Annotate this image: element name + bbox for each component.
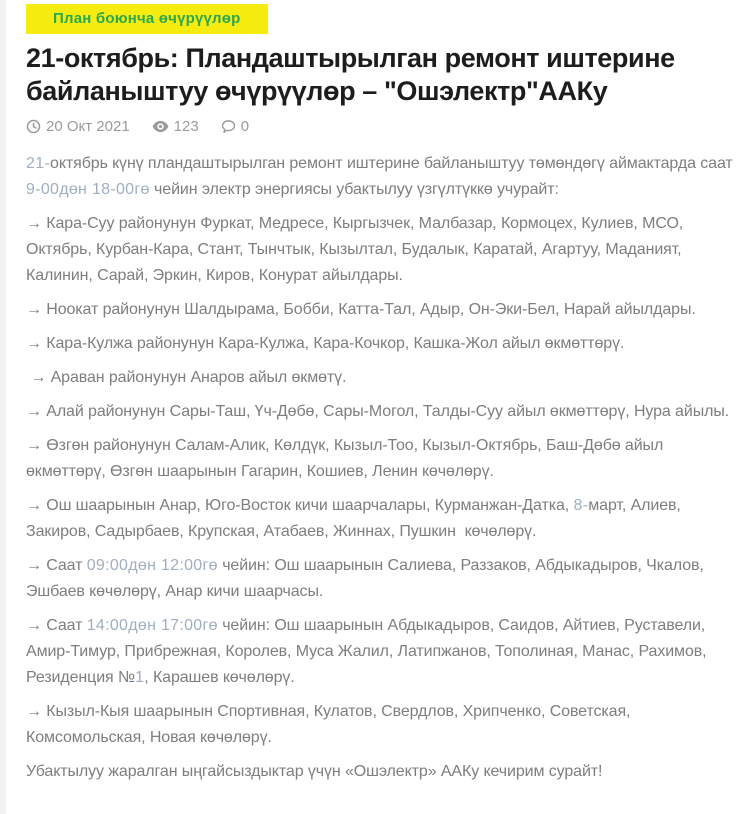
article-meta xyxy=(26,118,735,135)
paragraph-text: → Кара-Суу районунун Фуркат, Медресе, Кыргызчек, Малбазар, Кормоцех, Кулиев, МСО, Октябрь, Курбан-Кара, Стант, Тынчтык, Кызылтал, Будалык, Каратай, Агартуу, Маданият, Калинин, Сарай, Эркин, Киров, Конурат айылдары. xyxy=(26,214,684,284)
article-paragraph xyxy=(26,297,735,323)
paragraph-text: март, Алиев, Закиров, Садырбаев, Крупская, Атабаев, Жиннах, Пушкин көчөлөрү. xyxy=(26,496,681,540)
view-count-label: 123 xyxy=(173,117,199,135)
article-paragraph xyxy=(26,759,735,785)
article-body xyxy=(26,151,735,785)
article-paragraph xyxy=(26,399,735,425)
publish-date-label: 20 Окт 2021 xyxy=(46,117,130,135)
comment-count-label: 0 xyxy=(240,117,250,135)
publish-date xyxy=(26,118,130,135)
time-number-text: 14:00дөн 17:00гө xyxy=(86,616,218,634)
paragraph-text: Убактылуу жаралган ыңгайсыздыктар үчүн «Ошэлектр» ААКу кечирим сурайт! xyxy=(26,762,603,780)
paragraph-text: → Кара-Кулжа районунун Кара-Кулжа, Кара-Кочкор, Кашка-Жол айыл өкмөттөрү. xyxy=(26,334,625,352)
article-paragraph xyxy=(26,613,735,691)
time-number-text: 8- xyxy=(573,496,589,514)
paragraph-text: октябрь күнү пландаштырылган ремонт иштерине байланыштуу төмөндөгү аймактарда саат xyxy=(50,154,733,172)
article-paragraph xyxy=(26,493,735,545)
time-number-text: 09:00дөн 12:00гө xyxy=(86,556,218,574)
time-number-text: 1 xyxy=(135,668,145,686)
paragraph-text: → Ноокат районунун Шалдырама, Бобби, Катта-Тал, Адыр, Он-Эки-Бел, Нарай айылдары. xyxy=(26,300,696,318)
paragraph-text: → Ош шаарынын Анар, Юго-Восток кичи шаарчалары, Курманжан-Датка, xyxy=(26,496,574,514)
article-paragraph xyxy=(26,365,735,391)
paragraph-text: → Алай районунун Сары-Таш, Үч-Дөбө, Сары-Могол, Талды-Суу айыл өкмөттөрү, Нура айылы. xyxy=(26,402,730,420)
article-title: 21-октябрь: Пландаштырылган ремонт иштерине байланыштуу өчүрүүлөр – "Ошэлектр"ААКу xyxy=(26,43,675,106)
paragraph-text: → Кызыл-Кыя шаарынын Спортивная, Кулатов, Свердлов, Хрипченко, Советская, Комсомольская, Новая көчөлөрү. xyxy=(26,702,631,746)
article-paragraph xyxy=(26,699,735,751)
paragraph-text: чейин: Ош шаарынын Салиева, Раззаков, Абдыкадыров, Чкалов, Эшбаев көчөлөрү, Анар кичи шаарчасы. xyxy=(26,556,704,600)
article-paragraph xyxy=(26,211,735,289)
comment-count xyxy=(221,118,249,135)
paragraph-text: → Саат xyxy=(26,616,87,634)
view-count xyxy=(152,118,199,135)
eye-icon xyxy=(152,120,169,133)
paragraph-text: , Карашев көчөлөрү. xyxy=(144,668,295,686)
time-number-text: 21- xyxy=(26,154,51,172)
clock-icon xyxy=(26,119,41,134)
article-paragraph xyxy=(26,553,735,605)
page-left-gutter xyxy=(0,0,6,814)
paragraph-text: чейин: Ош шаарынын Абдыкадыров, Саидов, Айтиев, Руставели, Амир-Тимур, Прибрежная, Королев, Муса Жалил, Латипжанов, Тополиная, Манас, Рахимов, Резиденция № xyxy=(26,616,707,686)
article-paragraph xyxy=(26,331,735,357)
paragraph-text: → Өзгөн районунун Салам-Алик, Көлдүк, Кызыл-Тоо, Кызыл-Октябрь, Баш-Дөбө айыл өкмөттөрү, Өзгөн шаарынын Гагарин, Кошиев, Ленин көчөлөрү. xyxy=(26,436,664,480)
paragraph-text: чейин электр энергиясы убактылуу үзгүлтүккө учурайт: xyxy=(149,180,559,198)
paragraph-text: → Саат xyxy=(26,556,87,574)
article-paragraph xyxy=(26,151,735,203)
category-badge[interactable]: План боюнча өчүрүүлөр xyxy=(26,4,268,34)
paragraph-text: → Араван районунун Анаров айыл өкмөтү. xyxy=(26,368,347,386)
article-paragraph xyxy=(26,433,735,485)
comment-icon xyxy=(221,119,236,134)
time-number-text: 9-00дөн 18-00гө xyxy=(26,180,150,198)
